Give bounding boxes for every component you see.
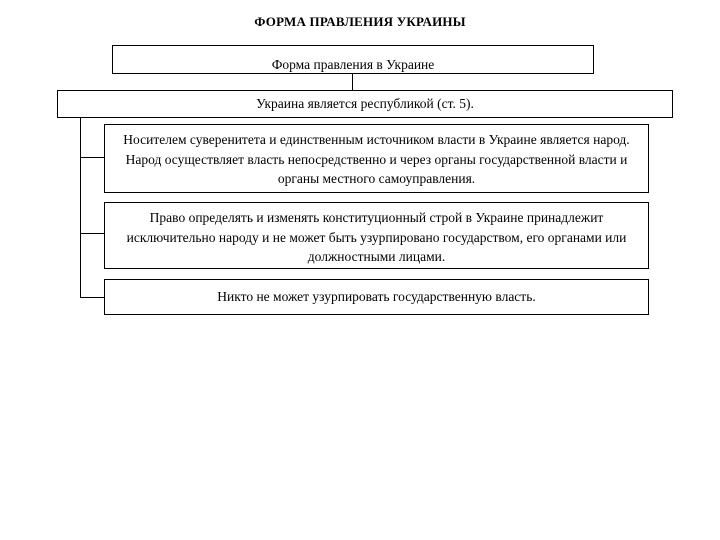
connector-branch-3 bbox=[80, 297, 104, 298]
sovereignty-box: Носителем суверенитета и единственным источником власти в Украине является народ. Народ осуществляет власть непосредственно и через органы государственной власти и органы местного самоуправления. bbox=[104, 124, 649, 193]
form-of-government-box: Форма правления в Украине bbox=[112, 45, 594, 74]
connector-branch-1 bbox=[80, 157, 104, 158]
diagram-title: ФОРМА ПРАВЛЕНИЯ УКРАИНЫ bbox=[254, 14, 466, 29]
usurpation-box: Никто не может узурпировать государственную власть. bbox=[104, 279, 649, 315]
republic-box: Украина является республикой (ст. 5). bbox=[57, 90, 673, 118]
connector-branch-2 bbox=[80, 233, 104, 234]
connector-trunk bbox=[80, 118, 81, 297]
constitutional-order-box: Право определять и изменять конституционный строй в Украине принадлежит исключительно народу и не может быть узурпировано государством, его органами или должностными лицами. bbox=[104, 202, 649, 269]
connector-top bbox=[352, 74, 353, 90]
